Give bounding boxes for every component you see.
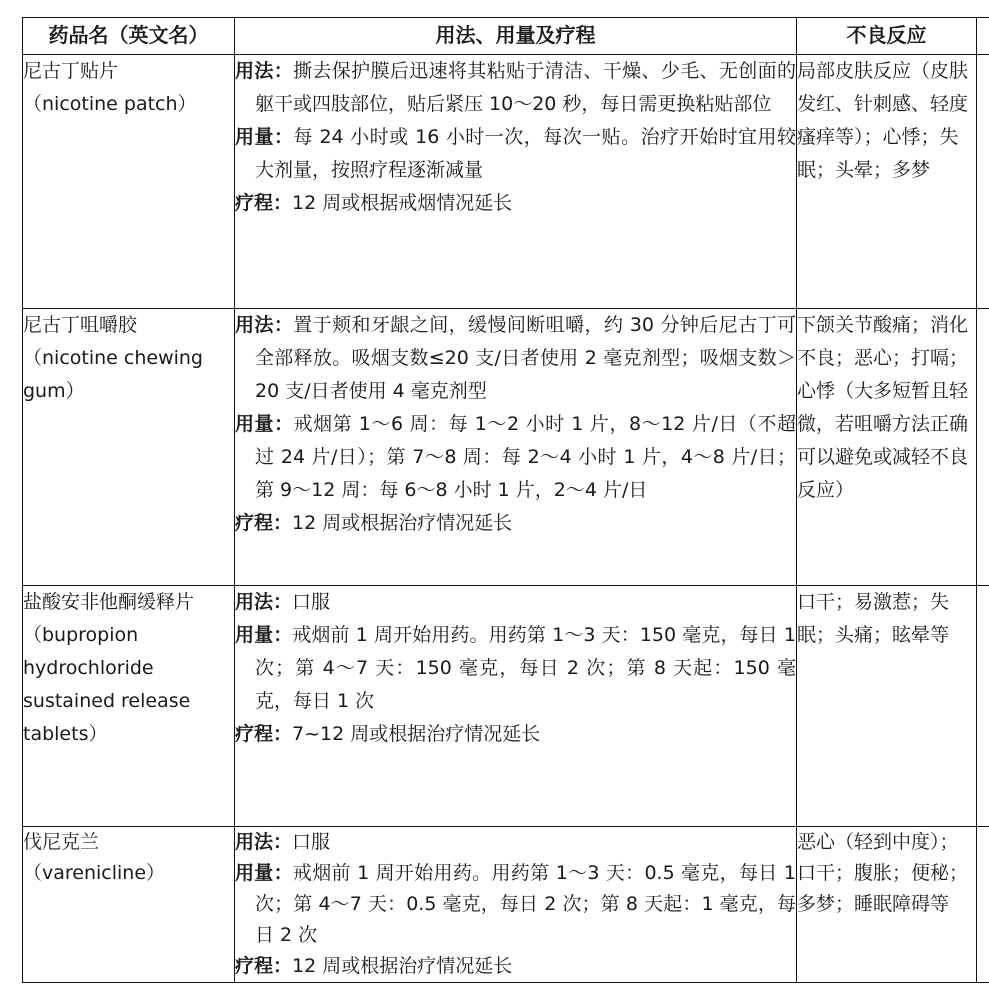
- table-row: [23, 55, 989, 309]
- drug-name-cell: [23, 586, 235, 827]
- usage-entry: [235, 55, 796, 121]
- header-extra-column: [977, 18, 989, 55]
- course-label: 疗程：: [235, 955, 293, 977]
- dosage-entry: [235, 858, 796, 951]
- dosage-label: 用量：: [235, 624, 293, 646]
- extra-cell: [977, 586, 989, 827]
- usage-label: 用法：: [235, 831, 293, 853]
- course-entry: [235, 951, 796, 982]
- drug-name-cn: 尼古丁咀嚼胶: [23, 314, 138, 336]
- extra-cell: [977, 827, 989, 983]
- drug-name-en: （nicotine chewing gum）: [23, 347, 203, 402]
- header-drug-name: 药品名（英文名）: [23, 18, 235, 55]
- dosage-label: 用量：: [235, 413, 294, 435]
- extra-cell: [977, 309, 989, 586]
- usage-cell: [235, 827, 797, 983]
- drug-name-cell: [23, 55, 235, 309]
- drug-name-en: （nicotine patch）: [23, 93, 197, 115]
- usage-label: 用法：: [235, 314, 294, 336]
- drug-table: [22, 17, 989, 983]
- dosage-label: 用量：: [235, 126, 294, 148]
- table-row: [23, 586, 989, 827]
- dosage-entry: [235, 121, 796, 187]
- dosage-text: 每 24 小时或 16 小时一次，每次一贴。治疗开始时宜用较大剂量，按照疗程逐渐减量: [255, 126, 796, 181]
- usage-entry: [235, 586, 796, 619]
- drug-name-cn: 盐酸安非他酮缓释片: [23, 591, 195, 613]
- drug-name-cell: [23, 309, 235, 586]
- course-label: 疗程：: [235, 512, 293, 534]
- adverse-cell: 口干；易激惹；失眠；头痛；眩晕等: [797, 586, 977, 827]
- course-entry: [235, 187, 796, 220]
- course-text: 12 周或根据戒烟情况延长: [292, 192, 513, 214]
- header-row: [23, 18, 989, 55]
- adverse-cell: 恶心（轻到中度）；口干；腹胀；便秘；多梦；睡眠障碍等: [797, 827, 977, 983]
- header-adverse: 不良反应: [797, 18, 977, 55]
- course-text: 12 周或根据治疗情况延长: [292, 955, 513, 977]
- usage-label: 用法：: [235, 591, 293, 613]
- usage-cell: [235, 55, 797, 309]
- course-label: 疗程：: [235, 723, 293, 745]
- usage-cell: [235, 309, 797, 586]
- usage-text: 置于颊和牙龈之间，缓慢间断咀嚼，约 30 分钟后尼古丁可全部释放。吸烟支数≤20 支/日者使用 2 毫克剂型；吸烟支数＞20 支/日者使用 4 毫克剂型: [255, 314, 796, 402]
- usage-text: 撕去保护膜后迅速将其粘贴于清洁、干燥、少毛、无创面的躯干或四肢部位，贴后紧压 10～20 秒，每日需更换粘贴部位: [255, 60, 796, 115]
- course-text: 12 周或根据治疗情况延长: [292, 512, 513, 534]
- drug-name-en: （bupropion hydrochloride sustained release tablets）: [23, 624, 191, 745]
- adverse-cell: 局部皮肤反应（皮肤发红、针刺感、轻度瘙痒等）；心悸；失眠；头晕；多梦: [797, 55, 977, 309]
- dosage-label: 用量：: [235, 862, 293, 884]
- dosage-entry: [235, 408, 796, 507]
- drug-name-cell: [23, 827, 235, 983]
- drug-name-cn: 伐尼克兰: [23, 831, 100, 853]
- dosage-text: 戒烟前 1 周开始用药。用药第 1～3 天：150 毫克，每日 1 次；第 4～7 天：150 毫克，每日 2 次；第 8 天起：150 毫克，每日 1 次: [255, 624, 796, 712]
- course-entry: [235, 718, 796, 751]
- drug-name-cn: 尼古丁贴片: [23, 60, 119, 82]
- usage-label: 用法：: [235, 60, 294, 82]
- usage-text: 口服: [292, 591, 331, 613]
- usage-cell: [235, 586, 797, 827]
- usage-entry: [235, 309, 796, 408]
- course-label: 疗程：: [235, 192, 293, 214]
- usage-text: 口服: [292, 831, 331, 853]
- usage-entry: [235, 827, 796, 858]
- drug-name-en: （varenicline）: [23, 862, 166, 884]
- dosage-text: 戒烟第 1～6 周：每 1～2 小时 1 片，8～12 片/日（不超过 24 片/日）；第 7～8 周：每 2～4 小时 1 片，4～8 片/日；第 9～12 周：每 6～8 小时 1 片，2～4 片/日: [255, 413, 796, 501]
- table-row: [23, 309, 989, 586]
- extra-cell: [977, 55, 989, 309]
- header-usage: 用法、用量及疗程: [235, 18, 797, 55]
- dosage-text: 戒烟前 1 周开始用药。用药第 1～3 天：0.5 毫克，每日 1 次；第 4～7 天：0.5 毫克，每日 2 次；第 8 天起：1 毫克，每日 2 次: [255, 862, 796, 946]
- table-row: [23, 827, 989, 983]
- course-text: 7~12 周或根据治疗情况延长: [292, 723, 541, 745]
- course-entry: [235, 507, 796, 540]
- dosage-entry: [235, 619, 796, 718]
- adverse-cell: 下颌关节酸痛；消化不良；恶心；打嗝；心悸（大多短暂且轻微，若咀嚼方法正确可以避免或减轻不良反应）: [797, 309, 977, 586]
